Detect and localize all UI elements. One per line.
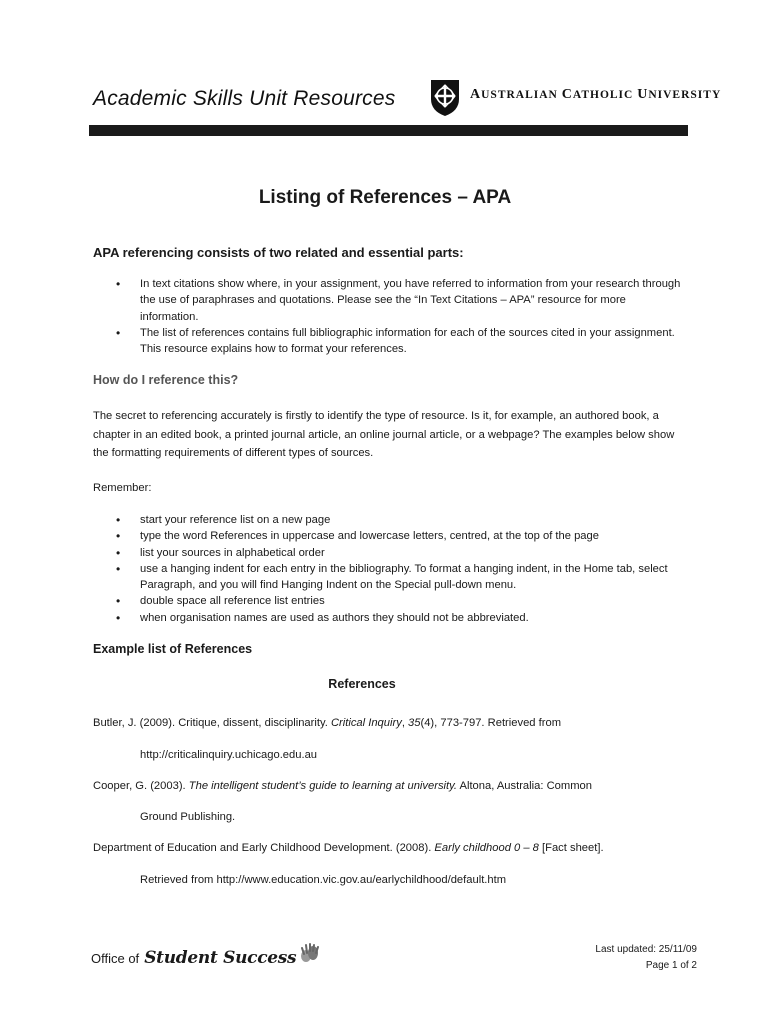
remember-bullet: • use a hanging indent for each entry in the bibliography. To format a hanging indent, in the Home tab, select Paragraph, and you will find Hanging Indent on the Special pull-down menu. xyxy=(93,561,683,594)
reference-entry: Department of Education and Early Childhood Development. (2008). Early childhood 0 – 8 [Fact sheet]. xyxy=(93,842,604,854)
remember-bullet-list xyxy=(93,512,683,626)
last-updated: Last updated: 25/11/09 xyxy=(595,944,697,955)
how-paragraph: The secret to referencing accurately is firstly to identify the type of resource. Is it, for example, an authored book, a chapter in an edited book, a printed journal article, an online journal article, or a webpage? The examples below show the formatting requirements of different types of sources. xyxy=(93,410,675,459)
footer-office-label: Office of xyxy=(91,951,140,966)
remember-bullet: • when organisation names are used as authors they should not be abbreviated. xyxy=(93,610,683,626)
reference-continuation: http://criticalinquiry.uchicago.edu.au xyxy=(140,749,318,761)
acu-wordmark: AUSTRALIAN CATHOLIC UNIVERSITY xyxy=(470,87,722,102)
references-heading: References xyxy=(328,677,396,691)
example-heading: Example list of References xyxy=(93,642,253,656)
how-heading: How do I reference this? xyxy=(93,373,239,387)
remember-bullet: • list your sources in alphabetical order xyxy=(93,545,683,561)
intro-heading: APA referencing consists of two related and essential parts: xyxy=(93,245,464,260)
hands-icon xyxy=(298,942,322,964)
intro-bullet-list xyxy=(93,276,683,357)
reference-entry: Cooper, G. (2003). The intelligent student’s guide to learning at university. Altona, Australia: Common xyxy=(93,780,592,792)
remember-bullet: • start your reference list on a new page xyxy=(93,512,683,528)
header-rule xyxy=(89,125,688,136)
student-success-logo xyxy=(91,942,322,968)
page-number: Page 1 of 2 xyxy=(645,960,697,971)
reference-continuation: Retrieved from http://www.education.vic.gov.au/earlychildhood/default.htm xyxy=(140,874,507,886)
acu-logo xyxy=(430,78,721,118)
remember-bullet: • type the word References in uppercase and lowercase letters, centred, at the top of the page xyxy=(93,528,683,544)
remember-bullet: • double space all reference list entries xyxy=(93,593,683,609)
reference-continuation: Ground Publishing. xyxy=(140,811,236,823)
intro-bullet: • In text citations show where, in your assignment, you have referred to information from your research through the use of paraphrases and quotations. Please see the “In Text Citations – APA” resource for more information. xyxy=(93,276,683,325)
acu-shield-icon xyxy=(430,79,460,117)
footer-meta xyxy=(595,942,697,974)
remember-label: Remember: xyxy=(93,482,152,494)
header-title: Academic Skills Unit Resources xyxy=(93,87,396,110)
footer-brand: Student Success xyxy=(144,948,297,968)
document-title: Listing of References – APA xyxy=(258,187,512,208)
intro-bullet: • The list of references contains full bibliographic information for each of the sources cited in your assignment. This resource explains how to format your references. xyxy=(93,325,683,358)
reference-entry: Butler, J. (2009). Critique, dissent, disciplinarity. Critical Inquiry, 35(4), 773-797. Retrieved from xyxy=(93,717,562,729)
